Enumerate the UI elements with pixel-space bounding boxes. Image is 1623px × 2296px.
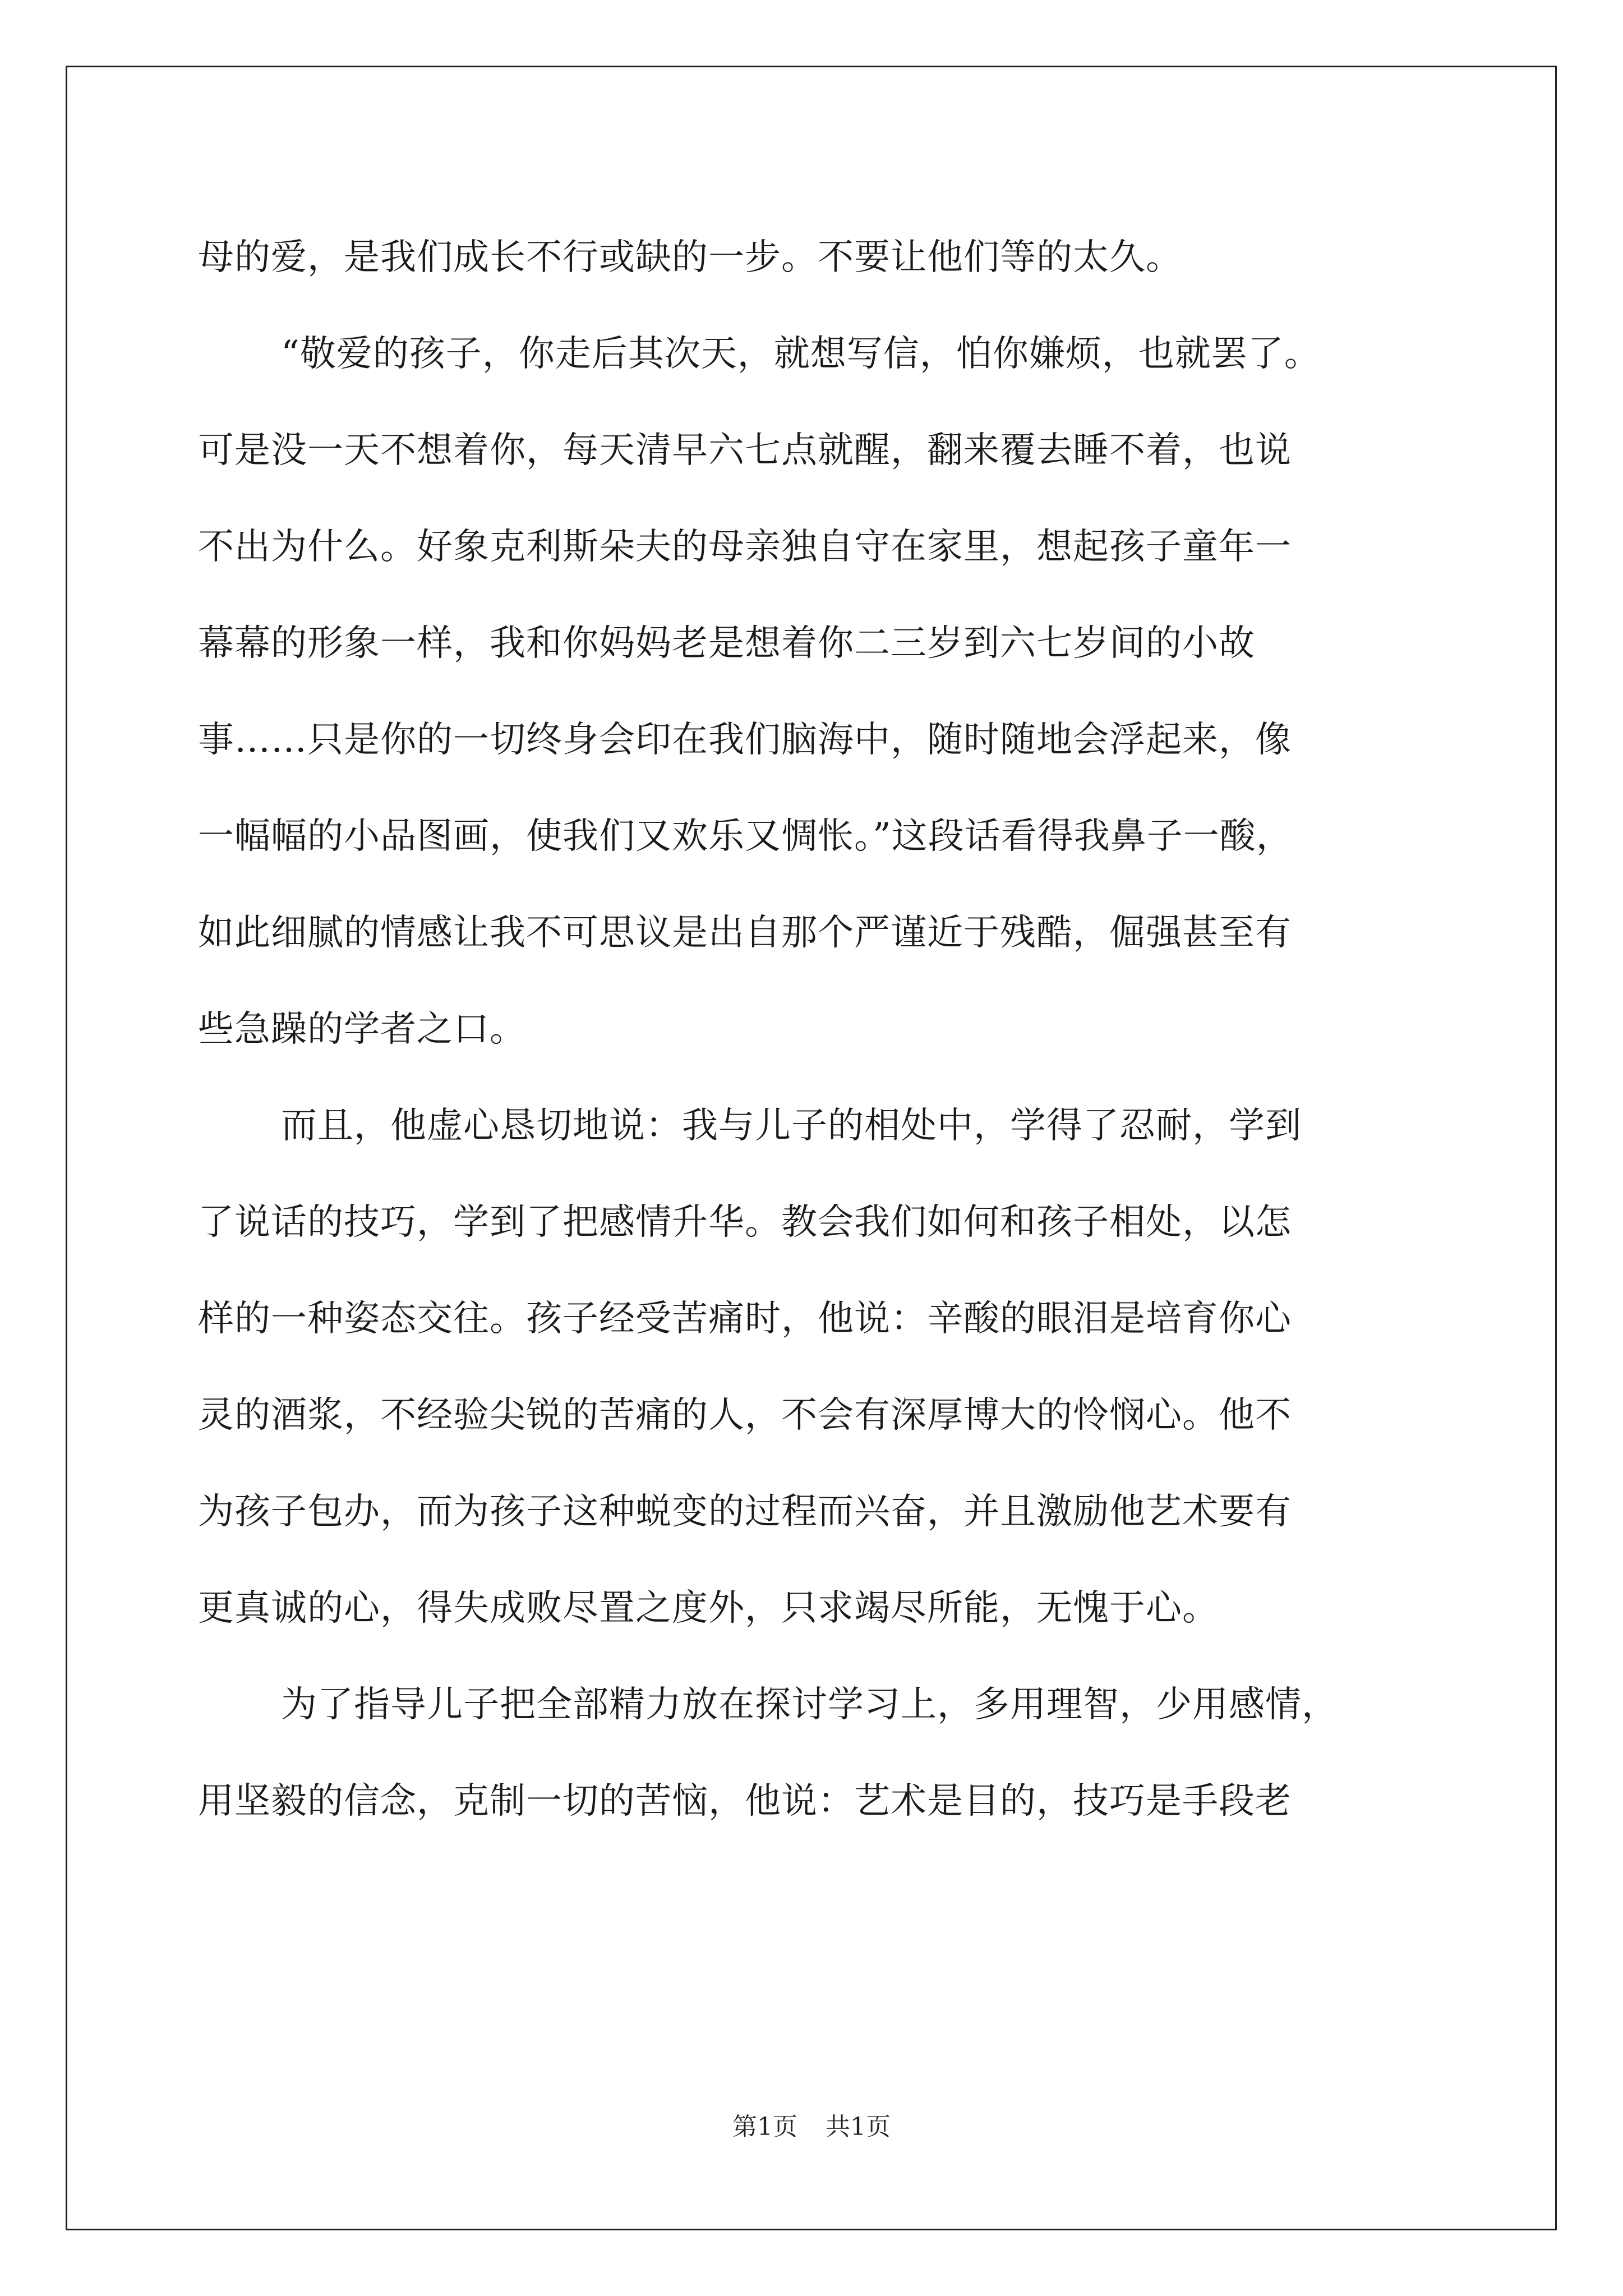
page-number: 第1页 — [732, 2113, 797, 2141]
text-line: 了说话的技巧，学到了把感情升华。教会我们如何和孩子相处，以怎 — [198, 1202, 1292, 1243]
text-line: 如此细腻的情感让我不可思议是出自那个严谨近于残酷，倔强甚至有 — [198, 912, 1292, 954]
text-line: 事……只是你的一切终身会印在我们脑海中，随时随地会浮起来，像 — [198, 719, 1292, 761]
text-line: 一幅幅的小品图画，使我们又欢乐又惆怅。”这段话看得我鼻子一酸， — [198, 816, 1293, 857]
text-line: 灵的酒浆，不经验尖锐的苦痛的人，不会有深厚博大的怜悯心。他不 — [198, 1395, 1292, 1436]
page-footer — [0, 2110, 1623, 2144]
page-total: 共1页 — [826, 2113, 891, 2141]
text-line: 为了指导儿子把全部精力放在探讨学习上，多用理智，少用感情， — [281, 1684, 1338, 1726]
text-line: 更真诚的心，得失成败尽置之度外，只求竭尽所能，无愧于心。 — [198, 1588, 1219, 1629]
text-line: 用坚毅的信念，克制一切的苦恼，他说：艺术是目的，技巧是手段老 — [198, 1780, 1292, 1822]
text-line: 不出为什么。好象克利斯朵夫的母亲独自守在家里，想起孩子童年一 — [198, 526, 1292, 568]
text-line: 可是没一天不想着你，每天清早六七点就醒，翻来覆去睡不着，也说 — [198, 430, 1292, 471]
text-line: 而且，他虚心恳切地说：我与儿子的相处中，学得了忍耐，学到 — [281, 1105, 1302, 1147]
text-line: 母的爱，是我们成长不行或缺的一步。不要让他们等的太久。 — [198, 237, 1182, 278]
text-line: 幕幕的形象一样，我和你妈妈老是想着你二三岁到六七岁间的小故 — [198, 623, 1255, 664]
text-line: “敬爱的孩子，你走后其次天，就想写信，怕你嫌烦，也就罢了。 — [281, 333, 1321, 375]
body-text — [198, 209, 1460, 1849]
text-line: 样的一种姿态交往。孩子经受苦痛时，他说：辛酸的眼泪是培育你心 — [198, 1298, 1292, 1340]
text-line: 为孩子包办，而为孩子这种蜕变的过程而兴奋，并且激励他艺术要有 — [198, 1491, 1292, 1533]
text-line: 些急躁的学者之口。 — [198, 1009, 526, 1050]
